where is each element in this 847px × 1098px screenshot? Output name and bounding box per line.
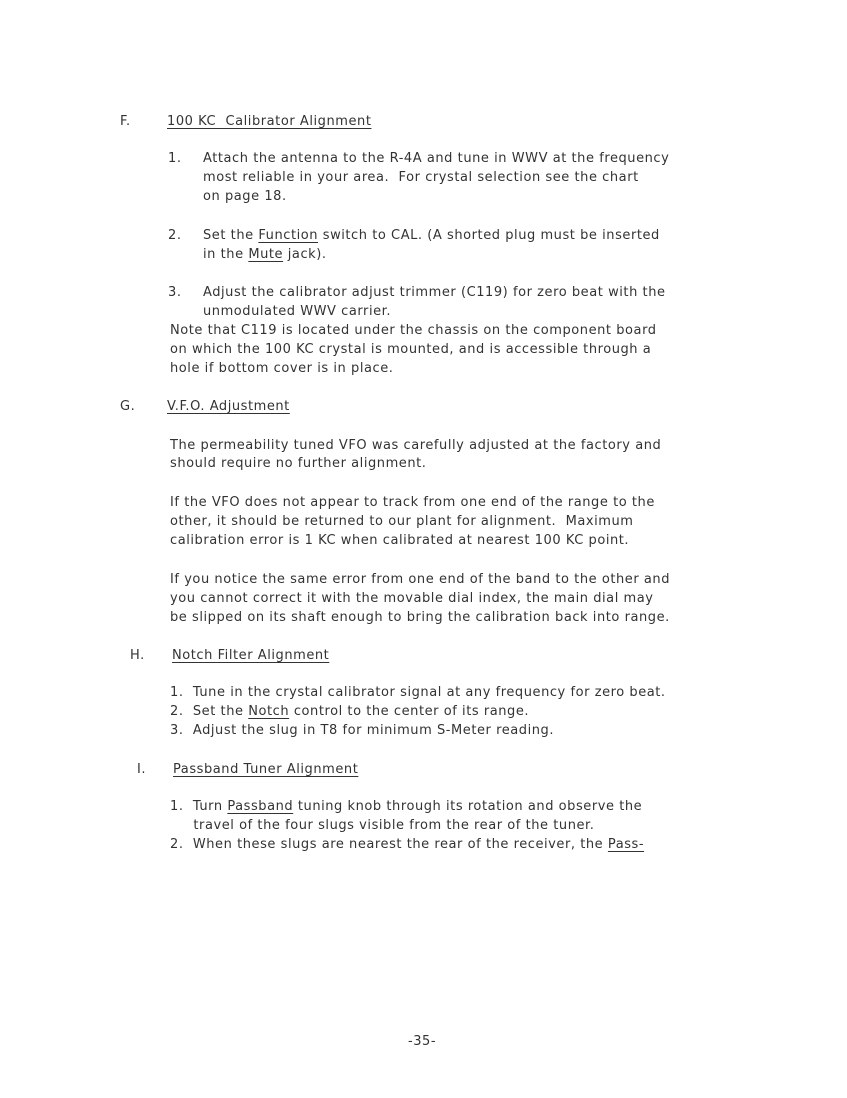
text-line (130, 648, 145, 664)
page-number: -35- (408, 1034, 437, 1049)
text-line (170, 342, 651, 358)
text-line (203, 170, 639, 186)
text-line (203, 247, 327, 263)
text-line (170, 799, 642, 815)
underlined-term: Pass- (607, 837, 645, 852)
text-line (170, 533, 629, 549)
underlined-term: Passband (227, 799, 294, 814)
text-line (203, 151, 669, 167)
text-segment: 2. Set the (170, 704, 249, 719)
underlined-term: Passband Tuner Alignment (173, 762, 359, 777)
text-segment: G. (120, 399, 136, 414)
text-segment: Adjust the calibrator adjust trimmer (C119) for zero beat with the (203, 285, 666, 300)
text-segment: on which the 100 KC crystal is mounted, and is accessible through a (170, 342, 652, 357)
text-segment: 2. When these slugs are nearest the rear of the receiver, the (170, 837, 608, 852)
text-segment: be slipped on its shaft enough to bring the calibration back into range. (170, 610, 670, 625)
text-segment: If you notice the same error from one end of the band to the other and (170, 572, 671, 587)
text-segment: 2. (168, 228, 182, 243)
text-segment: calibration error is 1 KC when calibrated at nearest 100 KC point. (170, 533, 630, 548)
underlined-term: Function (258, 228, 319, 243)
text-line (170, 723, 554, 739)
text-segment: Set the (203, 228, 259, 243)
text-segment: Attach the antenna to the R-4A and tune in WWV at the frequency (203, 151, 670, 166)
text-line (173, 762, 358, 778)
text-segment: 1. Turn (170, 799, 228, 814)
text-segment: other, it should be returned to our plant for alignment. Maximum (170, 514, 634, 529)
underlined-term: 100 KC Calibrator Alignment (167, 114, 372, 129)
text-line (203, 189, 287, 205)
text-segment: you cannot correct it with the movable dial index, the main dial may (170, 591, 654, 606)
text-segment: travel of the four slugs visible from the rear of the tuner. (170, 818, 595, 833)
text-segment: F. (120, 114, 131, 129)
text-line (170, 514, 634, 530)
underlined-term: V.F.O. Adjustment (167, 399, 290, 414)
text-segment: 1. Tune in the crystal calibrator signal at any frequency for zero beat. (170, 685, 666, 700)
text-segment: I. (137, 762, 147, 777)
text-line (203, 228, 660, 244)
text-segment: 1. (168, 151, 182, 166)
text-line (120, 399, 135, 415)
underlined-term: Notch Filter Alignment (172, 648, 330, 663)
text-line (203, 285, 666, 301)
text-segment: most reliable in your area. For crystal selection see the chart (203, 170, 639, 185)
text-line (120, 114, 131, 130)
text-segment: switch to CAL. (A shorted plug must be inserted (318, 228, 660, 243)
text-line (168, 151, 182, 167)
text-segment: on page 18. (203, 189, 287, 204)
text-line (170, 818, 594, 834)
text-segment: in the (203, 247, 249, 262)
text-line (170, 323, 657, 339)
text-line (170, 456, 426, 472)
underlined-term: Notch (248, 704, 290, 719)
text-segment: unmodulated WWV carrier. (203, 304, 392, 319)
text-line (167, 114, 371, 130)
text-line (137, 762, 146, 778)
text-line (170, 361, 393, 377)
text-segment: H. (130, 648, 145, 663)
text-segment: control to the center of its range. (289, 704, 530, 719)
text-line (167, 399, 290, 415)
text-segment: The permeability tuned VFO was carefully adjusted at the factory and (170, 438, 662, 453)
text-line (170, 837, 644, 853)
text-line (172, 648, 329, 664)
text-line (170, 610, 670, 626)
text-segment: hole if bottom cover is in place. (170, 361, 394, 376)
underlined-term: Mute (248, 247, 284, 262)
text-line (170, 591, 654, 607)
text-line (170, 572, 670, 588)
text-line (168, 228, 182, 244)
text-segment: 3. (168, 285, 182, 300)
text-segment: Note that C119 is located under the chassis on the component board (170, 323, 657, 338)
text-segment: If the VFO does not appear to track from one end of the range to the (170, 495, 655, 510)
text-line (203, 304, 391, 320)
text-line (170, 704, 529, 720)
text-segment: should require no further alignment. (170, 456, 427, 471)
text-line (170, 438, 661, 454)
text-segment: 3. Adjust the slug in T8 for minimum S-Meter reading. (170, 723, 555, 738)
text-segment: tuning knob through its rotation and observe the (293, 799, 643, 814)
text-line (170, 685, 666, 701)
text-line (170, 495, 655, 511)
text-segment: jack). (283, 247, 327, 262)
text-line (168, 285, 182, 301)
